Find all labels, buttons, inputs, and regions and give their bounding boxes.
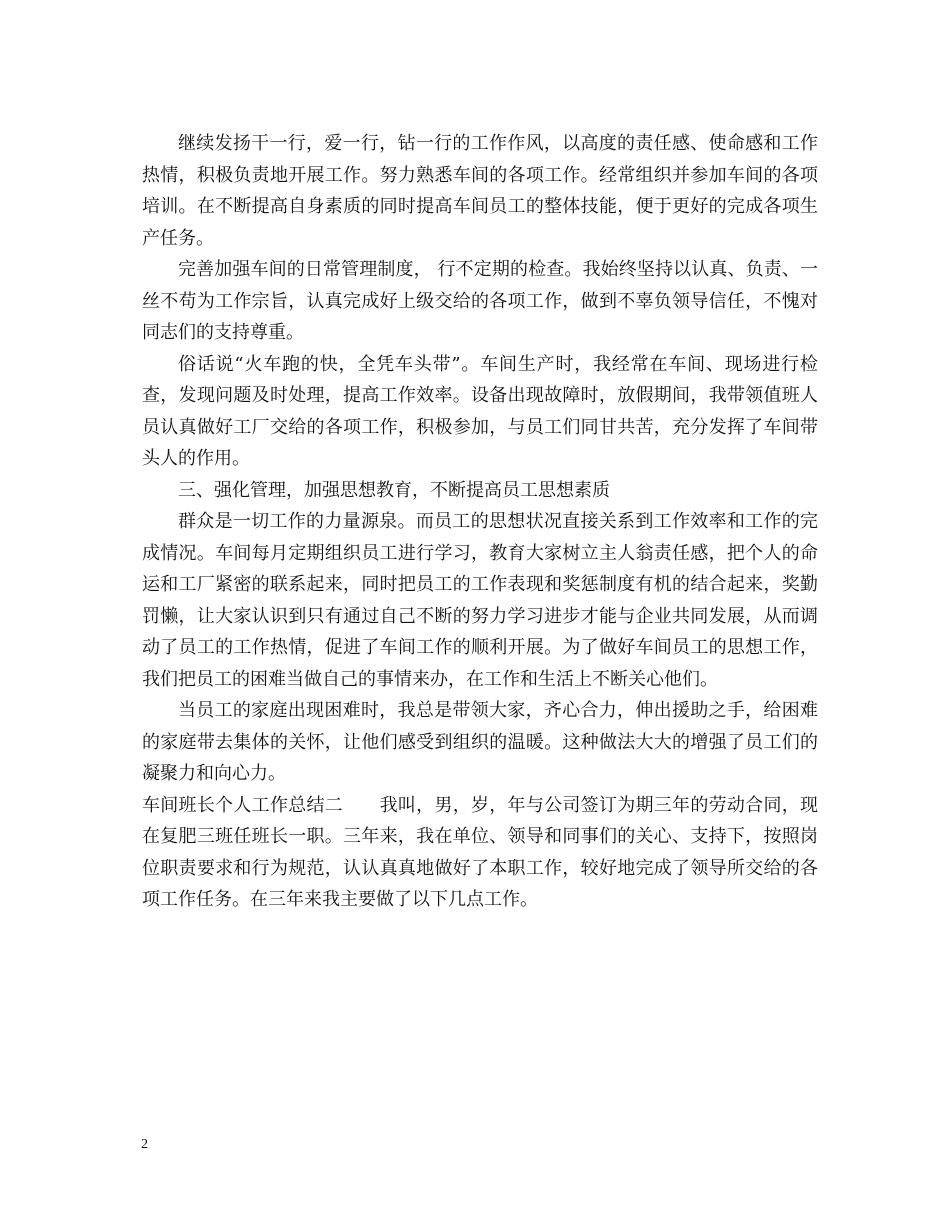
paragraph-work-style: 继续发扬干一行，爱一行，钻一行的工作作风，以高度的责任感、使命感和工作热情，积极负责地开展工作。努力熟悉车间的各项工作。经常组织并参加车间的各项培训。在不断提高自身素质的同时提高车间员工的整体技能，便于更好的完成各项生产任务。	[142, 133, 818, 249]
paragraph-staff-thinking: 群众是一切工作的力量源泉。而员工的思想状况直接关系到工作效率和工作的完成情况。车间每月定期组织员工进行学习，教育大家树立主人翁责任感，把个人的命运和工厂紧密的联系起来，同时把员工的工作表现和奖惩制度有机的结合起来，奖勤罚懒，让大家认识到只有通过自己不断的努力学习进步才能与企业共同发展，从而调动了员工的工作热情，促进了车间工作的顺利开展。为了做好车间员工的思想工作，我们把员工的困难当做自己的事情来办，在工作和生活上不断关心他们。	[142, 511, 818, 690]
paragraph-lead-by-example: 俗话说“火车跑的快，全凭车头带”。车间生产时，我经常在车间、现场进行检查，发现问题及时处理，提高工作效率。设备出现故障时，放假期间，我带领值班人员认真做好工厂交给的各项工作，积极参加，与员工们同甘共苦，充分发挥了车间带头人的作用。	[142, 353, 818, 469]
paragraph-management-system: 完善加强车间的日常管理制度， 行不定期的检查。我始终坚持以认真、负责、一丝不苟为工作宗旨，认真完成好上级交给的各项工作，做到不辜负领导信任，不愧对同志们的支持尊重。	[142, 259, 818, 343]
paragraph-summary-two: 车间班长个人工作总结二 我叫，男，岁，年与公司签订为期三年的劳动合同，现在复肥三班任班长一职。三年来，我在单位、领导和同事们的关心、支持下，按照岗位职责要求和行为规范，认认真真地做好了本职工作，较好地完成了领导所交给的各项工作任务。在三年来我主要做了以下几点工作。	[142, 794, 818, 910]
section-heading-ideological-education: 三、强化管理，加强思想教育，不断提高员工思想素质	[178, 479, 610, 501]
document-body	[142, 128, 818, 916]
paragraph-family-care: 当员工的家庭出现困难时，我总是带领大家，齐心合力，伸出援助之手，给困难的家庭带去集体的关怀，让他们感受到组织的温暖。这种做法大大的增强了员工们的凝聚力和向心力。	[142, 700, 818, 784]
page-number: 2	[141, 1137, 148, 1152]
